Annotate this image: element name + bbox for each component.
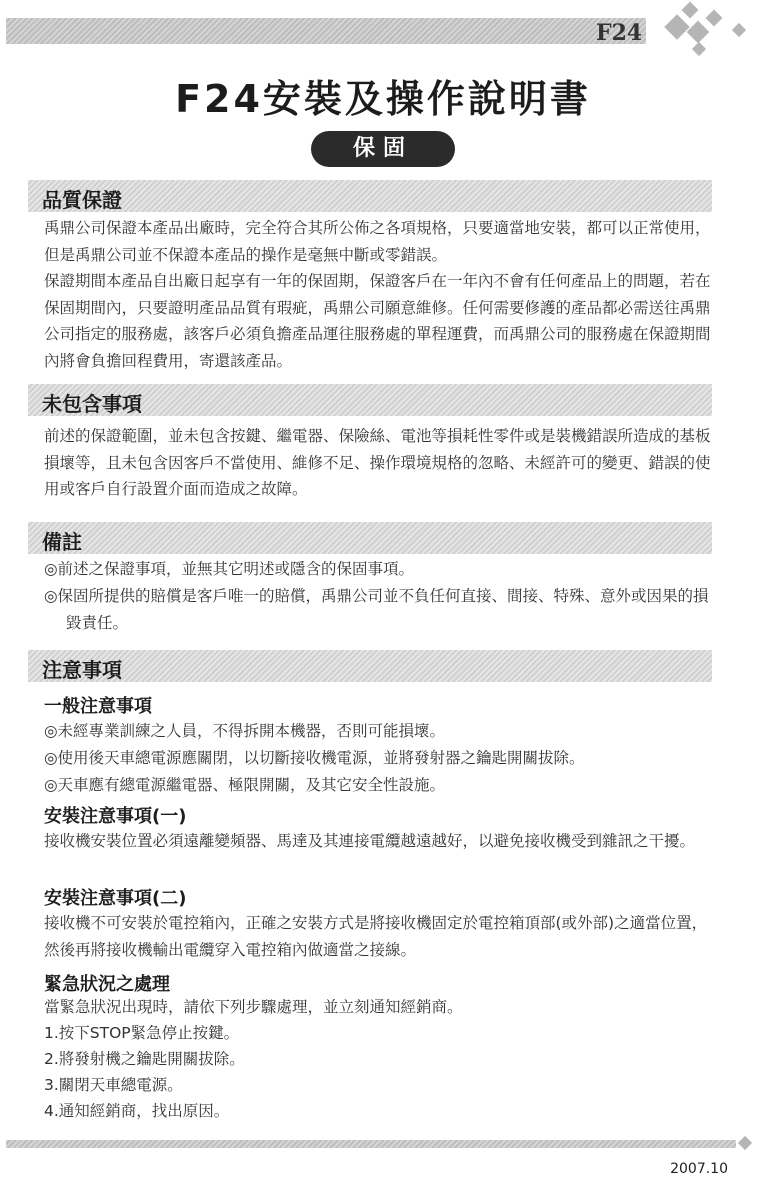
emergency-step: 4.通知經銷商，找出原因。 (44, 1102, 230, 1120)
section-title: 注意事項 (42, 658, 122, 682)
page-title: F24安裝及操作說明書 (175, 77, 591, 121)
diamond-ornament-icon (706, 10, 723, 27)
quality-paragraph: 禹鼎公司保證本產品出廠時，完全符合其所公佈之各項規格，只要適當地安裝，都可以正常使用，但是禹鼎公司並不保證本產品的操作是毫無中斷或零錯誤。 (44, 219, 711, 264)
warranty-badge: 保固 (311, 131, 455, 167)
caution-item: ◎天車應有總電源繼電器、極限開關，及其它安全性設施。 (44, 776, 446, 794)
diamond-ornament-icon (682, 2, 699, 19)
section-title: 備註 (42, 530, 82, 554)
caution-item: ◎未經專業訓練之人員，不得拆開本機器，否則可能損壞。 (44, 722, 446, 740)
section-header-exclusions (28, 384, 712, 416)
section-title: 未包含事項 (42, 392, 142, 416)
section-header-remarks (28, 522, 712, 554)
section-header-quality (28, 180, 712, 212)
section-header-cautions (28, 650, 712, 682)
install2-paragraph: 接收機不可安裝於電控箱內，正確之安裝方式是將接收機固定於電控箱頂部(或外部)之適當位置，然後再將接收機輸出電纜穿入電控箱內做適當之接線。 (44, 914, 708, 959)
quality-paragraph: 保證期間本產品自出廠日起享有一年的保固期，保證客戶在一年內不會有任何產品上的問題，若在保固期間內，只要證明產品品質有瑕疵，禹鼎公司願意維修。任何需要修護的產品都必需送往禹鼎公司指定的服務處，該客戶必須負擔產品運往服務處的單程運費，而禹鼎公司的服務處在保證期間內將會負擔回程費用，寄還該產品。 (44, 272, 711, 370)
emergency-intro: 當緊急狀況出現時，請依下列步驟處理，並立刻通知經銷商。 (44, 998, 463, 1016)
caution-item: ◎使用後天車總電源應關閉，以切斷接收機電源，並將發射器之鑰匙開關拔除。 (44, 749, 585, 767)
section-title: 品質保證 (42, 188, 122, 212)
publication-date: 2007.10 (670, 1161, 728, 1177)
document-code: F24 (596, 20, 643, 46)
install1-paragraph: 接收機安裝位置必須遠離變頻器、馬達及其連接電纜越遠越好，以避免接收機受到雜訊之干擾。 (44, 832, 696, 850)
emergency-step: 2.將發射機之鑰匙開關拔除。 (44, 1050, 245, 1068)
diamond-ornament-icon (692, 42, 706, 56)
exclusions-paragraph: 前述的保證範圍，並未包含按鍵、繼電器、保險絲、電池等損耗性零件或是裝機錯誤所造成的基板損壞等，且未包含因客戶不當使用、維修不足、操作環境規格的忽略、未經許可的變更、錯誤的使用或客戶自行設置介面而造成之故障。 (44, 427, 711, 498)
header-band (6, 18, 646, 44)
footer-band (6, 1140, 736, 1148)
emergency-step: 3.關閉天車總電源。 (44, 1076, 183, 1094)
subsection-title: 安裝注意事項(一) (44, 806, 187, 827)
diamond-ornament-icon (687, 21, 710, 44)
diamond-ornament-icon (738, 1136, 752, 1150)
diamond-ornament-icon (664, 14, 689, 39)
subsection-title: 緊急狀況之處理 (44, 974, 170, 995)
emergency-step: 1.按下STOP緊急停止按鍵。 (44, 1024, 240, 1042)
remark-item: ◎前述之保證事項，並無其它明述或隱含的保固事項。 (44, 560, 415, 578)
diamond-ornament-icon (732, 23, 746, 37)
subsection-title: 安裝注意事項(二) (44, 888, 187, 909)
remark-item: ◎保固所提供的賠償是客戶唯一的賠償，禹鼎公司並不負任何直接、間接、特殊、意外或因果的損毀責任。 (44, 587, 709, 632)
subsection-title: 一般注意事項 (44, 696, 152, 717)
